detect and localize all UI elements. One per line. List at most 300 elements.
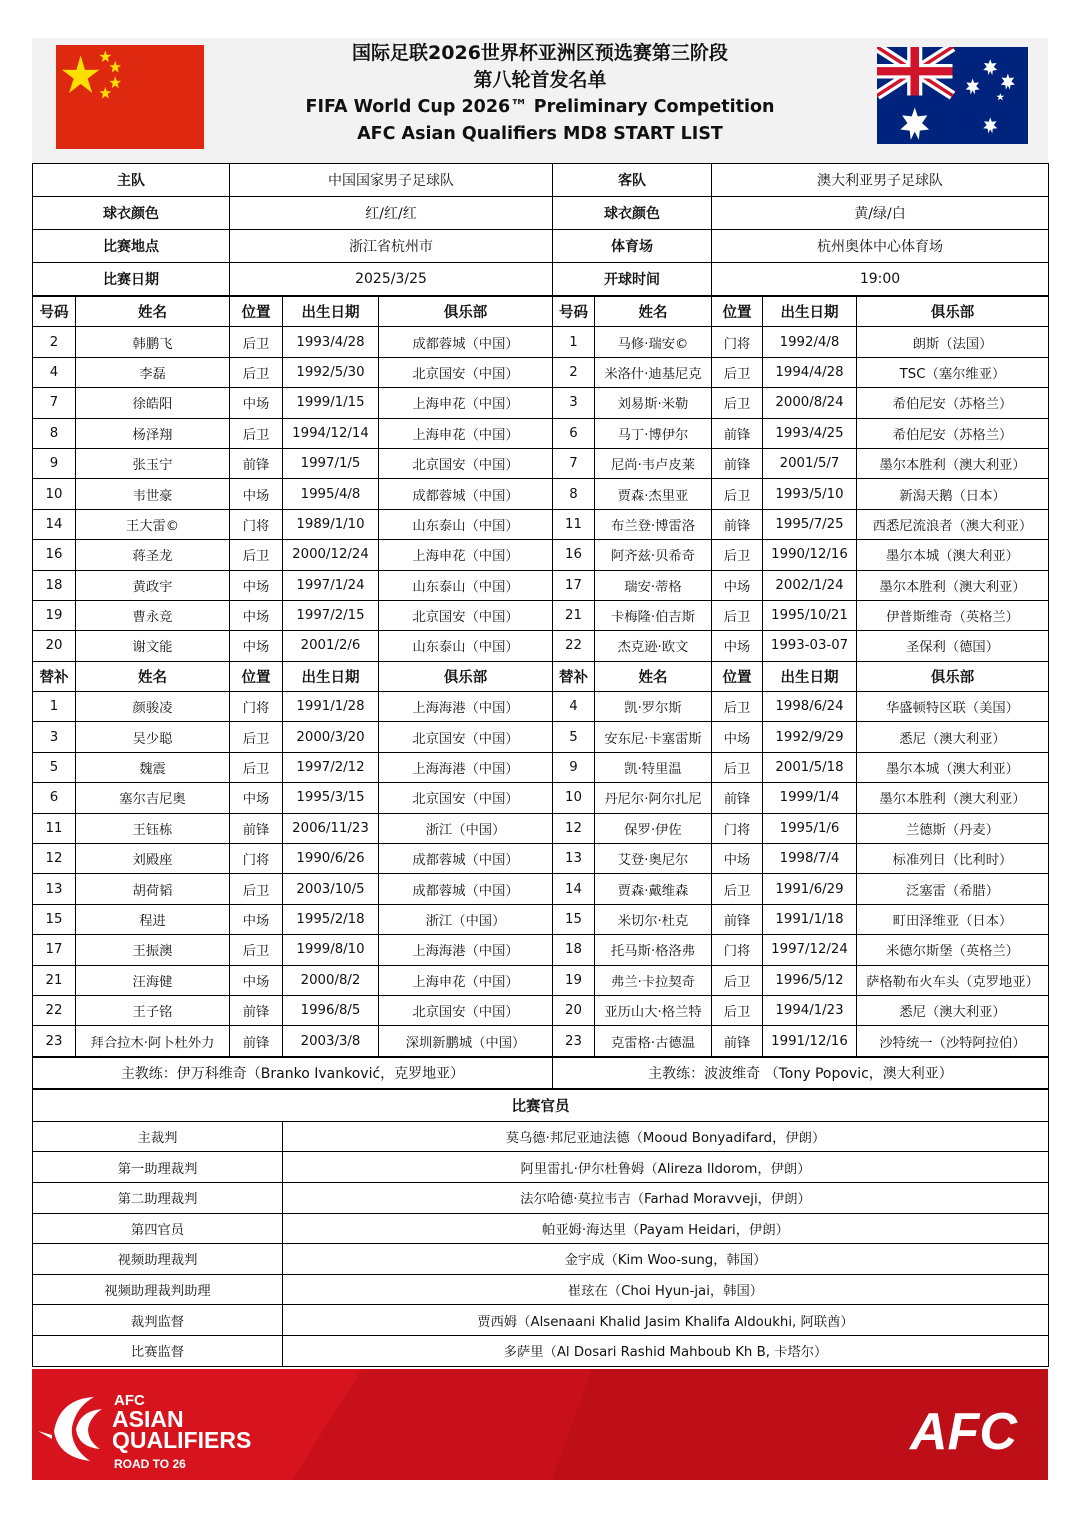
home-number: 16 bbox=[33, 540, 76, 570]
subs-header-cell: 替补 bbox=[33, 661, 76, 691]
away-club: 萨格勒布火车头（克罗地亚） bbox=[857, 965, 1049, 995]
starters-row bbox=[33, 357, 1049, 387]
home-position: 后卫 bbox=[230, 540, 283, 570]
subs-header-cell: 替补 bbox=[553, 661, 595, 691]
home-number: 9 bbox=[33, 448, 76, 478]
away-number: 13 bbox=[553, 844, 595, 874]
home-number: 20 bbox=[33, 631, 76, 661]
subs-row bbox=[33, 722, 1049, 752]
home-number: 21 bbox=[33, 965, 76, 995]
home-birthdate: 1996/8/5 bbox=[283, 995, 379, 1025]
home-birthdate: 1993/4/28 bbox=[283, 327, 379, 357]
roster-table bbox=[32, 296, 1049, 1057]
away-name: 弗兰·卡拉契奇 bbox=[595, 965, 712, 995]
home-number: 18 bbox=[33, 570, 76, 600]
afc-brand: AFC bbox=[910, 1403, 1017, 1461]
starters-header-cell: 位置 bbox=[230, 297, 283, 327]
start-list-page bbox=[32, 38, 1048, 1367]
home-name: 韦世豪 bbox=[76, 479, 230, 509]
away-number: 6 bbox=[553, 418, 595, 448]
home-birthdate: 2000/8/2 bbox=[283, 965, 379, 995]
away-club: 墨尔本胜利（澳大利亚） bbox=[857, 570, 1049, 600]
away-name: 卡梅隆·伯吉斯 bbox=[595, 600, 712, 630]
away-club: 沙特统一（沙特阿拉伯） bbox=[857, 1026, 1049, 1056]
away-position: 后卫 bbox=[712, 692, 763, 722]
kickoff-label: 开球时间 bbox=[553, 263, 712, 296]
official-name: 法尔哈德·莫拉韦吉（Farhad Moravveji，伊朗） bbox=[283, 1182, 1049, 1213]
home-club: 北京国安（中国） bbox=[379, 722, 553, 752]
home-birthdate: 1992/5/30 bbox=[283, 357, 379, 387]
away-position: 中场 bbox=[712, 844, 763, 874]
official-row bbox=[33, 1121, 1049, 1152]
home-name: 汪海健 bbox=[76, 965, 230, 995]
away-name: 贾森·戴维森 bbox=[595, 874, 712, 904]
away-number: 7 bbox=[553, 448, 595, 478]
away-name: 瑞安·蒂格 bbox=[595, 570, 712, 600]
away-number: 18 bbox=[553, 935, 595, 965]
home-club: 上海海港（中国） bbox=[379, 692, 553, 722]
home-birthdate: 1997/2/12 bbox=[283, 752, 379, 782]
away-position: 后卫 bbox=[712, 995, 763, 1025]
official-role: 视频助理裁判助理 bbox=[33, 1274, 283, 1305]
away-name: 阿齐兹·贝希奇 bbox=[595, 540, 712, 570]
home-number: 17 bbox=[33, 935, 76, 965]
away-birthdate: 1993/5/10 bbox=[763, 479, 857, 509]
title-en-line2: AFC Asian Qualifiers MD8 START LIST bbox=[357, 124, 723, 144]
header bbox=[32, 38, 1048, 163]
away-club: 墨尔本城（澳大利亚） bbox=[857, 540, 1049, 570]
away-position: 前锋 bbox=[712, 418, 763, 448]
away-birthdate: 1998/7/4 bbox=[763, 844, 857, 874]
home-name: 塞尔吉尼奥 bbox=[76, 783, 230, 813]
home-team-label: 主队 bbox=[33, 164, 230, 197]
away-club: 希伯尼安（苏格兰） bbox=[857, 388, 1049, 418]
starters-header-cell: 出生日期 bbox=[283, 297, 379, 327]
home-number: 12 bbox=[33, 844, 76, 874]
subs-header-cell: 位置 bbox=[230, 661, 283, 691]
home-name: 魏震 bbox=[76, 752, 230, 782]
home-position: 门将 bbox=[230, 509, 283, 539]
home-name: 王钰栋 bbox=[76, 813, 230, 843]
home-number: 5 bbox=[33, 752, 76, 782]
away-birthdate: 2001/5/7 bbox=[763, 448, 857, 478]
away-position: 后卫 bbox=[712, 479, 763, 509]
official-name: 帕亚姆·海达里（Payam Heidari，伊朗） bbox=[283, 1213, 1049, 1244]
away-position: 门将 bbox=[712, 813, 763, 843]
away-birthdate: 1998/6/24 bbox=[763, 692, 857, 722]
home-position: 中场 bbox=[230, 479, 283, 509]
away-number: 4 bbox=[553, 692, 595, 722]
away-birthdate: 1995/10/21 bbox=[763, 600, 857, 630]
footer-logo-small: AFC bbox=[114, 1392, 145, 1409]
official-role: 裁判监督 bbox=[33, 1305, 283, 1336]
official-name: 多萨里（Al Dosari Rashid Mahboub Kh B, 卡塔尔） bbox=[283, 1335, 1049, 1366]
away-position: 前锋 bbox=[712, 448, 763, 478]
official-row bbox=[33, 1244, 1049, 1275]
home-position: 前锋 bbox=[230, 448, 283, 478]
venue-row bbox=[33, 230, 1049, 263]
starters-row bbox=[33, 479, 1049, 509]
away-team-label: 客队 bbox=[553, 164, 712, 197]
away-birthdate: 1990/12/16 bbox=[763, 540, 857, 570]
home-name: 颜骏凌 bbox=[76, 692, 230, 722]
footer-graphics bbox=[32, 1369, 1048, 1480]
away-name: 贾森·杰里亚 bbox=[595, 479, 712, 509]
away-number: 19 bbox=[553, 965, 595, 995]
home-team-value: 中国国家男子足球队 bbox=[230, 164, 553, 197]
official-row bbox=[33, 1305, 1049, 1336]
away-birthdate: 1991/6/29 bbox=[763, 874, 857, 904]
away-name: 尼尚·韦卢皮莱 bbox=[595, 448, 712, 478]
home-name: 曹永竞 bbox=[76, 600, 230, 630]
subs-row bbox=[33, 783, 1049, 813]
away-club: 希伯尼安（苏格兰） bbox=[857, 418, 1049, 448]
home-birthdate: 2000/12/24 bbox=[283, 540, 379, 570]
home-number: 3 bbox=[33, 722, 76, 752]
away-club: 米德尔斯堡（英格兰） bbox=[857, 935, 1049, 965]
footer-banner bbox=[32, 1369, 1048, 1480]
home-position: 中场 bbox=[230, 631, 283, 661]
away-number: 10 bbox=[553, 783, 595, 813]
away-number: 12 bbox=[553, 813, 595, 843]
home-birthdate: 1990/6/26 bbox=[283, 844, 379, 874]
home-position: 中场 bbox=[230, 783, 283, 813]
home-club: 成都蓉城（中国） bbox=[379, 479, 553, 509]
home-position: 中场 bbox=[230, 388, 283, 418]
home-club: 深圳新鹏城（中国） bbox=[379, 1026, 553, 1056]
away-name: 丹尼尔·阿尔扎尼 bbox=[595, 783, 712, 813]
away-club: 町田泽维亚（日本） bbox=[857, 904, 1049, 934]
away-club: 泛塞雷（希腊） bbox=[857, 874, 1049, 904]
china-flag-icon bbox=[56, 45, 204, 149]
away-birthdate: 1999/1/4 bbox=[763, 783, 857, 813]
home-birthdate: 2001/2/6 bbox=[283, 631, 379, 661]
home-club: 北京国安（中国） bbox=[379, 448, 553, 478]
subs-row bbox=[33, 904, 1049, 934]
away-name: 亚历山大·格兰特 bbox=[595, 995, 712, 1025]
starters-header-cell: 姓名 bbox=[76, 297, 230, 327]
away-position: 中场 bbox=[712, 570, 763, 600]
stadium-label: 体育场 bbox=[553, 230, 712, 263]
home-kit-value: 红/红/红 bbox=[230, 197, 553, 230]
away-kit-value: 黄/绿/白 bbox=[712, 197, 1049, 230]
match-info-table bbox=[32, 163, 1049, 296]
official-name: 崔玹在（Choi Hyun-jai，韩国） bbox=[283, 1274, 1049, 1305]
starters-section bbox=[33, 297, 1049, 662]
starters-header-cell: 出生日期 bbox=[763, 297, 857, 327]
coaches-table bbox=[32, 1057, 1049, 1089]
home-birthdate: 2003/3/8 bbox=[283, 1026, 379, 1056]
home-name: 张玉宁 bbox=[76, 448, 230, 478]
away-name: 克雷格·古德温 bbox=[595, 1026, 712, 1056]
home-birthdate: 1989/1/10 bbox=[283, 509, 379, 539]
starters-row bbox=[33, 418, 1049, 448]
home-position: 门将 bbox=[230, 692, 283, 722]
away-club: 新潟天鹅（日本） bbox=[857, 479, 1049, 509]
away-birthdate: 1995/1/6 bbox=[763, 813, 857, 843]
home-birthdate: 1995/2/18 bbox=[283, 904, 379, 934]
date-row bbox=[33, 263, 1049, 296]
official-role: 第二助理裁判 bbox=[33, 1182, 283, 1213]
home-birthdate: 1997/1/24 bbox=[283, 570, 379, 600]
away-number: 14 bbox=[553, 874, 595, 904]
home-birthdate: 1999/8/10 bbox=[283, 935, 379, 965]
away-birthdate: 1991/12/16 bbox=[763, 1026, 857, 1056]
starters-row bbox=[33, 327, 1049, 357]
away-name: 凯·罗尔斯 bbox=[595, 692, 712, 722]
home-name: 韩鹏飞 bbox=[76, 327, 230, 357]
officials-title: 比赛官员 bbox=[33, 1089, 1049, 1121]
home-position: 前锋 bbox=[230, 813, 283, 843]
home-name: 徐皓阳 bbox=[76, 388, 230, 418]
starters-row bbox=[33, 509, 1049, 539]
away-position: 后卫 bbox=[712, 540, 763, 570]
home-club: 北京国安（中国） bbox=[379, 357, 553, 387]
away-birthdate: 1995/7/25 bbox=[763, 509, 857, 539]
home-number: 19 bbox=[33, 600, 76, 630]
away-number: 1 bbox=[553, 327, 595, 357]
subs-row bbox=[33, 844, 1049, 874]
home-name: 拜合拉木·阿卜杜外力 bbox=[76, 1026, 230, 1056]
subs-row bbox=[33, 692, 1049, 722]
australia-flag-icon bbox=[877, 47, 1028, 144]
away-name: 刘易斯·米勒 bbox=[595, 388, 712, 418]
home-birthdate: 1995/3/15 bbox=[283, 783, 379, 813]
away-position: 前锋 bbox=[712, 509, 763, 539]
stadium-value: 杭州奥体中心体育场 bbox=[712, 230, 1049, 263]
home-position: 后卫 bbox=[230, 935, 283, 965]
subs-row bbox=[33, 1026, 1049, 1056]
home-birthdate: 2000/3/20 bbox=[283, 722, 379, 752]
away-club: 悉尼（澳大利亚） bbox=[857, 722, 1049, 752]
away-birthdate: 1993/4/25 bbox=[763, 418, 857, 448]
away-club: 伊普斯维奇（英格兰） bbox=[857, 600, 1049, 630]
title-cn-line2: 第八轮首发名单 bbox=[473, 69, 607, 91]
official-role: 主裁判 bbox=[33, 1121, 283, 1152]
subs-row bbox=[33, 874, 1049, 904]
away-birthdate: 1997/12/24 bbox=[763, 935, 857, 965]
home-club: 浙江（中国） bbox=[379, 904, 553, 934]
away-name: 艾登·奥尼尔 bbox=[595, 844, 712, 874]
date-label: 比赛日期 bbox=[33, 263, 230, 296]
home-birthdate: 1997/2/15 bbox=[283, 600, 379, 630]
away-number: 8 bbox=[553, 479, 595, 509]
home-club: 上海申花（中国） bbox=[379, 965, 553, 995]
away-club: 兰德斯（丹麦） bbox=[857, 813, 1049, 843]
starters-row bbox=[33, 540, 1049, 570]
subs-row bbox=[33, 813, 1049, 843]
officials-header-row bbox=[33, 1089, 1049, 1121]
official-row bbox=[33, 1274, 1049, 1305]
away-coach: 主教练：波波维奇 （Tony Popovic，澳大利亚） bbox=[553, 1057, 1049, 1088]
asian-qualifiers-emblem-icon bbox=[38, 1397, 102, 1461]
home-name: 谢文能 bbox=[76, 631, 230, 661]
away-club: 圣保利（德国） bbox=[857, 631, 1049, 661]
away-number: 3 bbox=[553, 388, 595, 418]
away-club: 西悉尼流浪者（澳大利亚） bbox=[857, 509, 1049, 539]
home-position: 门将 bbox=[230, 844, 283, 874]
away-position: 后卫 bbox=[712, 388, 763, 418]
away-number: 9 bbox=[553, 752, 595, 782]
kit-row bbox=[33, 197, 1049, 230]
home-club: 上海申花（中国） bbox=[379, 540, 553, 570]
starters-row bbox=[33, 600, 1049, 630]
away-position: 中场 bbox=[712, 631, 763, 661]
away-position: 前锋 bbox=[712, 1026, 763, 1056]
home-name: 王振澳 bbox=[76, 935, 230, 965]
away-position: 后卫 bbox=[712, 600, 763, 630]
home-number: 6 bbox=[33, 783, 76, 813]
home-name: 王大雷© bbox=[76, 509, 230, 539]
home-club: 上海海港（中国） bbox=[379, 752, 553, 782]
home-club: 山东泰山（中国） bbox=[379, 570, 553, 600]
footer-logo-line2: QUALIFIERS bbox=[112, 1427, 252, 1453]
home-name: 王子铭 bbox=[76, 995, 230, 1025]
home-position: 后卫 bbox=[230, 418, 283, 448]
home-position: 后卫 bbox=[230, 327, 283, 357]
home-number: 10 bbox=[33, 479, 76, 509]
away-position: 前锋 bbox=[712, 904, 763, 934]
away-club: 墨尔本胜利（澳大利亚） bbox=[857, 448, 1049, 478]
starters-row bbox=[33, 388, 1049, 418]
official-role: 第四官员 bbox=[33, 1213, 283, 1244]
away-position: 门将 bbox=[712, 935, 763, 965]
away-birthdate: 2001/5/18 bbox=[763, 752, 857, 782]
away-position: 后卫 bbox=[712, 752, 763, 782]
away-number: 17 bbox=[553, 570, 595, 600]
home-club: 北京国安（中国） bbox=[379, 995, 553, 1025]
away-club: 悉尼（澳大利亚） bbox=[857, 995, 1049, 1025]
subs-row bbox=[33, 752, 1049, 782]
venue-label: 比赛地点 bbox=[33, 230, 230, 263]
away-number: 2 bbox=[553, 357, 595, 387]
home-position: 后卫 bbox=[230, 357, 283, 387]
official-name: 阿里雷扎·伊尔杜鲁姆（Alireza Ildorom，伊朗） bbox=[283, 1152, 1049, 1183]
official-row bbox=[33, 1152, 1049, 1183]
subs-section bbox=[33, 661, 1049, 1056]
home-club: 山东泰山（中国） bbox=[379, 631, 553, 661]
home-position: 后卫 bbox=[230, 874, 283, 904]
away-position: 后卫 bbox=[712, 965, 763, 995]
officials-list bbox=[33, 1121, 1049, 1366]
home-club: 上海申花（中国） bbox=[379, 418, 553, 448]
official-role: 第一助理裁判 bbox=[33, 1152, 283, 1183]
home-name: 程进 bbox=[76, 904, 230, 934]
away-name: 安东尼·卡塞雷斯 bbox=[595, 722, 712, 752]
title-cn-line1: 国际足联2026世界杯亚洲区预选赛第三阶段 bbox=[352, 42, 728, 64]
home-club: 成都蓉城（中国） bbox=[379, 874, 553, 904]
official-name: 贾西姆（Alsenaani Khalid Jasim Khalifa Aldoukhi, 阿联酋） bbox=[283, 1305, 1049, 1336]
subs-header-cell: 俱乐部 bbox=[857, 661, 1049, 691]
away-number: 20 bbox=[553, 995, 595, 1025]
starters-header-row bbox=[33, 297, 1049, 327]
away-position: 中场 bbox=[712, 722, 763, 752]
subs-header-cell: 出生日期 bbox=[283, 661, 379, 691]
away-club: 华盛顿特区联（美国） bbox=[857, 692, 1049, 722]
away-birthdate: 2000/8/24 bbox=[763, 388, 857, 418]
away-name: 托马斯·格洛弗 bbox=[595, 935, 712, 965]
officials-table bbox=[32, 1089, 1049, 1367]
home-number: 15 bbox=[33, 904, 76, 934]
home-birthdate: 1995/4/8 bbox=[283, 479, 379, 509]
home-away-row bbox=[33, 164, 1049, 197]
official-role: 比赛监督 bbox=[33, 1335, 283, 1366]
coaches-row bbox=[33, 1057, 1049, 1088]
away-number: 15 bbox=[553, 904, 595, 934]
away-club: TSC（塞尔维亚） bbox=[857, 357, 1049, 387]
subs-header-row bbox=[33, 661, 1049, 691]
subs-header-cell: 姓名 bbox=[595, 661, 712, 691]
home-birthdate: 2006/11/23 bbox=[283, 813, 379, 843]
subs-header-cell: 姓名 bbox=[76, 661, 230, 691]
home-kit-label: 球衣颜色 bbox=[33, 197, 230, 230]
venue-value: 浙江省杭州市 bbox=[230, 230, 553, 263]
home-number: 2 bbox=[33, 327, 76, 357]
away-name: 米洛什·迪基尼克 bbox=[595, 357, 712, 387]
away-number: 16 bbox=[553, 540, 595, 570]
away-position: 后卫 bbox=[712, 357, 763, 387]
away-birthdate: 1996/5/12 bbox=[763, 965, 857, 995]
away-number: 23 bbox=[553, 1026, 595, 1056]
home-position: 中场 bbox=[230, 965, 283, 995]
away-birthdate: 1992/4/8 bbox=[763, 327, 857, 357]
starters-row bbox=[33, 570, 1049, 600]
starters-header-cell: 位置 bbox=[712, 297, 763, 327]
away-name: 米切尔·杜克 bbox=[595, 904, 712, 934]
away-birthdate: 1992/9/29 bbox=[763, 722, 857, 752]
subs-header-cell: 出生日期 bbox=[763, 661, 857, 691]
away-number: 11 bbox=[553, 509, 595, 539]
starters-header-cell: 号码 bbox=[553, 297, 595, 327]
home-birthdate: 1997/1/5 bbox=[283, 448, 379, 478]
home-club: 北京国安（中国） bbox=[379, 600, 553, 630]
away-position: 后卫 bbox=[712, 874, 763, 904]
starters-header-cell: 姓名 bbox=[595, 297, 712, 327]
footer-logo-line1: ASIAN bbox=[112, 1406, 184, 1432]
starters-header-cell: 俱乐部 bbox=[379, 297, 553, 327]
home-number: 23 bbox=[33, 1026, 76, 1056]
home-number: 11 bbox=[33, 813, 76, 843]
home-number: 7 bbox=[33, 388, 76, 418]
away-name: 凯·特里温 bbox=[595, 752, 712, 782]
home-club: 浙江（中国） bbox=[379, 813, 553, 843]
starters-header-cell: 号码 bbox=[33, 297, 76, 327]
home-position: 前锋 bbox=[230, 995, 283, 1025]
home-number: 22 bbox=[33, 995, 76, 1025]
home-name: 吴少聪 bbox=[76, 722, 230, 752]
official-row bbox=[33, 1335, 1049, 1366]
date-value: 2025/3/25 bbox=[230, 263, 553, 296]
title-block bbox=[222, 40, 858, 148]
away-kit-label: 球衣颜色 bbox=[553, 197, 712, 230]
home-number: 8 bbox=[33, 418, 76, 448]
home-club: 北京国安（中国） bbox=[379, 783, 553, 813]
title-en-line1: FIFA World Cup 2026™ Preliminary Competition bbox=[305, 97, 775, 117]
away-name: 杰克逊·欧文 bbox=[595, 631, 712, 661]
subs-row bbox=[33, 995, 1049, 1025]
subs-header-cell: 俱乐部 bbox=[379, 661, 553, 691]
away-name: 布兰登·博雷洛 bbox=[595, 509, 712, 539]
home-name: 胡荷韬 bbox=[76, 874, 230, 904]
home-name: 杨泽翔 bbox=[76, 418, 230, 448]
subs-row bbox=[33, 935, 1049, 965]
home-club: 上海海港（中国） bbox=[379, 935, 553, 965]
away-team-value: 澳大利亚男子足球队 bbox=[712, 164, 1049, 197]
official-name: 金宇成（Kim Woo-sung，韩国） bbox=[283, 1244, 1049, 1275]
home-name: 刘殿座 bbox=[76, 844, 230, 874]
away-name: 马修·瑞安© bbox=[595, 327, 712, 357]
home-name: 黄政宇 bbox=[76, 570, 230, 600]
